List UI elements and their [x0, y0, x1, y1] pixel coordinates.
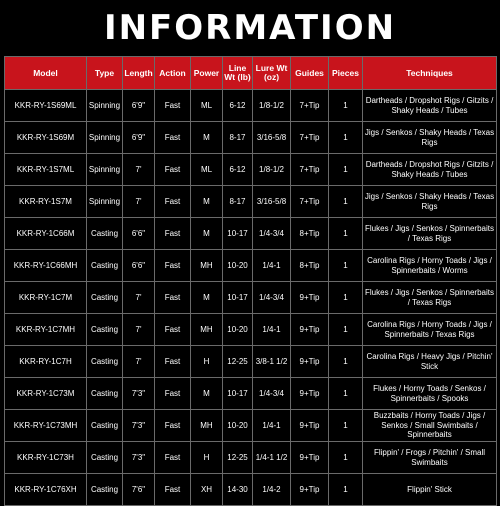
cell-pieces: 1	[329, 122, 363, 154]
table-row	[5, 346, 497, 378]
cell-length: 7'3"	[123, 410, 155, 442]
header-action: Action	[155, 57, 191, 90]
cell-action: Fast	[155, 474, 191, 506]
cell-pieces: 1	[329, 314, 363, 346]
cell-power: H	[191, 442, 223, 474]
cell-lure-wt: 3/16-5/8	[253, 122, 291, 154]
cell-length: 7'	[123, 282, 155, 314]
cell-action: Fast	[155, 282, 191, 314]
cell-guides: 9+Tip	[291, 378, 329, 410]
header-pieces: Pieces	[329, 57, 363, 90]
cell-action: Fast	[155, 378, 191, 410]
cell-pieces: 1	[329, 346, 363, 378]
cell-type: Casting	[87, 250, 123, 282]
cell-model: KKR-RY-1C7M	[5, 282, 87, 314]
cell-power: H	[191, 346, 223, 378]
cell-lure-wt: 1/4-1	[253, 314, 291, 346]
table-row	[5, 410, 497, 442]
cell-length: 6'6"	[123, 250, 155, 282]
cell-line-wt: 8-17	[223, 122, 253, 154]
cell-line-wt: 10-20	[223, 314, 253, 346]
cell-line-wt: 6-12	[223, 90, 253, 122]
cell-lure-wt: 3/8-1 1/2	[253, 346, 291, 378]
cell-type: Casting	[87, 282, 123, 314]
cell-pieces: 1	[329, 250, 363, 282]
cell-guides: 9+Tip	[291, 282, 329, 314]
cell-tech: Buzzbaits / Horny Toads / Jigs / Senkos / Small Swimbaits / Spinnerbaits	[363, 410, 497, 442]
cell-action: Fast	[155, 186, 191, 218]
cell-model: KKR-RY-1S69ML	[5, 90, 87, 122]
cell-power: ML	[191, 90, 223, 122]
cell-power: ML	[191, 154, 223, 186]
cell-lure-wt: 1/4-1 1/2	[253, 442, 291, 474]
cell-model: KKR-RY-1C73M	[5, 378, 87, 410]
cell-type: Casting	[87, 410, 123, 442]
cell-tech: Jigs / Senkos / Shaky Heads / Texas Rigs	[363, 186, 497, 218]
spec-table	[4, 56, 497, 506]
cell-model: KKR-RY-1C7H	[5, 346, 87, 378]
cell-pieces: 1	[329, 442, 363, 474]
cell-action: Fast	[155, 314, 191, 346]
page-title: INFORMATION	[103, 8, 397, 48]
cell-power: M	[191, 186, 223, 218]
cell-lure-wt: 1/8-1/2	[253, 90, 291, 122]
cell-line-wt: 10-17	[223, 218, 253, 250]
cell-action: Fast	[155, 122, 191, 154]
cell-lure-wt: 1/4-1	[253, 250, 291, 282]
cell-lure-wt: 1/4-1	[253, 410, 291, 442]
table-row	[5, 250, 497, 282]
cell-power: M	[191, 218, 223, 250]
cell-type: Casting	[87, 378, 123, 410]
cell-pieces: 1	[329, 474, 363, 506]
cell-line-wt: 10-20	[223, 250, 253, 282]
table-row	[5, 442, 497, 474]
table-row	[5, 186, 497, 218]
cell-action: Fast	[155, 410, 191, 442]
cell-pieces: 1	[329, 218, 363, 250]
header-line-wt: Line Wt (lb)	[223, 57, 253, 90]
table-row	[5, 314, 497, 346]
cell-power: M	[191, 378, 223, 410]
table-row	[5, 218, 497, 250]
cell-guides: 9+Tip	[291, 314, 329, 346]
cell-model: KKR-RY-1C73MH	[5, 410, 87, 442]
table-row	[5, 90, 497, 122]
cell-model: KKR-RY-1S7M	[5, 186, 87, 218]
cell-pieces: 1	[329, 378, 363, 410]
cell-action: Fast	[155, 154, 191, 186]
cell-action: Fast	[155, 250, 191, 282]
cell-tech: Dartheads / Dropshot Rigs / Gitzits / Shaky Heads / Tubes	[363, 90, 497, 122]
cell-length: 6'9"	[123, 122, 155, 154]
cell-length: 7'	[123, 314, 155, 346]
cell-guides: 7+Tip	[291, 186, 329, 218]
cell-model: KKR-RY-1C7MH	[5, 314, 87, 346]
cell-line-wt: 10-17	[223, 378, 253, 410]
cell-length: 6'6"	[123, 218, 155, 250]
cell-power: MH	[191, 250, 223, 282]
cell-type: Casting	[87, 346, 123, 378]
cell-line-wt: 12-25	[223, 442, 253, 474]
cell-tech: Flukes / Jigs / Senkos / Spinnerbaits / Texas Rigs	[363, 282, 497, 314]
cell-action: Fast	[155, 90, 191, 122]
cell-guides: 8+Tip	[291, 218, 329, 250]
header-power: Power	[191, 57, 223, 90]
cell-lure-wt: 1/4-3/4	[253, 282, 291, 314]
cell-pieces: 1	[329, 154, 363, 186]
cell-line-wt: 6-12	[223, 154, 253, 186]
cell-pieces: 1	[329, 90, 363, 122]
header-type: Type	[87, 57, 123, 90]
cell-pieces: 1	[329, 186, 363, 218]
cell-tech: Flukes / Horny Toads / Senkos / Spinnerbaits / Spooks	[363, 378, 497, 410]
cell-guides: 7+Tip	[291, 90, 329, 122]
cell-tech: Flippin' / Frogs / Pitchin' / Small Swimbaits	[363, 442, 497, 474]
cell-lure-wt: 3/16-5/8	[253, 186, 291, 218]
header-guides: Guides	[291, 57, 329, 90]
cell-tech: Carolina Rigs / Horny Toads / Jigs / Spinnerbaits / Worms	[363, 250, 497, 282]
header-lure-wt: Lure Wt (oz)	[253, 57, 291, 90]
cell-length: 7'3"	[123, 378, 155, 410]
cell-type: Spinning	[87, 90, 123, 122]
cell-length: 7'	[123, 346, 155, 378]
cell-action: Fast	[155, 442, 191, 474]
table-body	[5, 90, 497, 506]
cell-tech: Carolina Rigs / Heavy Jigs / Pitchin' Stick	[363, 346, 497, 378]
cell-guides: 9+Tip	[291, 410, 329, 442]
cell-guides: 8+Tip	[291, 250, 329, 282]
table-row	[5, 474, 497, 506]
cell-guides: 9+Tip	[291, 442, 329, 474]
cell-line-wt: 12-25	[223, 346, 253, 378]
cell-tech: Carolina Rigs / Horny Toads / Jigs / Spinnerbaits / Texas Rigs	[363, 314, 497, 346]
cell-type: Casting	[87, 314, 123, 346]
header-model: Model	[5, 57, 87, 90]
cell-type: Spinning	[87, 154, 123, 186]
cell-model: KKR-RY-1C76XH	[5, 474, 87, 506]
cell-guides: 7+Tip	[291, 122, 329, 154]
cell-action: Fast	[155, 218, 191, 250]
cell-type: Casting	[87, 218, 123, 250]
cell-length: 7'6"	[123, 474, 155, 506]
cell-model: KKR-RY-1S69M	[5, 122, 87, 154]
cell-type: Casting	[87, 474, 123, 506]
header-techniques: Techniques	[363, 57, 497, 90]
cell-lure-wt: 1/8-1/2	[253, 154, 291, 186]
cell-line-wt: 8-17	[223, 186, 253, 218]
table-row	[5, 154, 497, 186]
cell-length: 6'9"	[123, 90, 155, 122]
table-row	[5, 378, 497, 410]
cell-length: 7'	[123, 186, 155, 218]
cell-lure-wt: 1/4-3/4	[253, 218, 291, 250]
cell-guides: 7+Tip	[291, 154, 329, 186]
cell-model: KKR-RY-1S7ML	[5, 154, 87, 186]
cell-power: MH	[191, 314, 223, 346]
cell-model: KKR-RY-1C66M	[5, 218, 87, 250]
cell-power: M	[191, 122, 223, 154]
header-length: Length	[123, 57, 155, 90]
cell-line-wt: 10-20	[223, 410, 253, 442]
cell-guides: 9+Tip	[291, 346, 329, 378]
table-header-row	[5, 57, 497, 90]
cell-lure-wt: 1/4-3/4	[253, 378, 291, 410]
cell-line-wt: 10-17	[223, 282, 253, 314]
cell-tech: Jigs / Senkos / Shaky Heads / Texas Rigs	[363, 122, 497, 154]
cell-type: Casting	[87, 442, 123, 474]
cell-model: KKR-RY-1C73H	[5, 442, 87, 474]
cell-power: XH	[191, 474, 223, 506]
table-row	[5, 282, 497, 314]
cell-power: MH	[191, 410, 223, 442]
cell-pieces: 1	[329, 282, 363, 314]
cell-type: Spinning	[87, 122, 123, 154]
cell-length: 7'	[123, 154, 155, 186]
cell-guides: 9+Tip	[291, 474, 329, 506]
cell-power: M	[191, 282, 223, 314]
table-row	[5, 122, 497, 154]
cell-tech: Dartheads / Dropshot Rigs / Gitzits / Shaky Heads / Tubes	[363, 154, 497, 186]
cell-lure-wt: 1/4-2	[253, 474, 291, 506]
cell-length: 7'3"	[123, 442, 155, 474]
cell-pieces: 1	[329, 410, 363, 442]
cell-model: KKR-RY-1C66MH	[5, 250, 87, 282]
cell-action: Fast	[155, 346, 191, 378]
cell-tech: Flukes / Jigs / Senkos / Spinnerbaits / Texas Rigs	[363, 218, 497, 250]
cell-line-wt: 14-30	[223, 474, 253, 506]
cell-type: Spinning	[87, 186, 123, 218]
cell-tech: Flippin' Stick	[363, 474, 497, 506]
